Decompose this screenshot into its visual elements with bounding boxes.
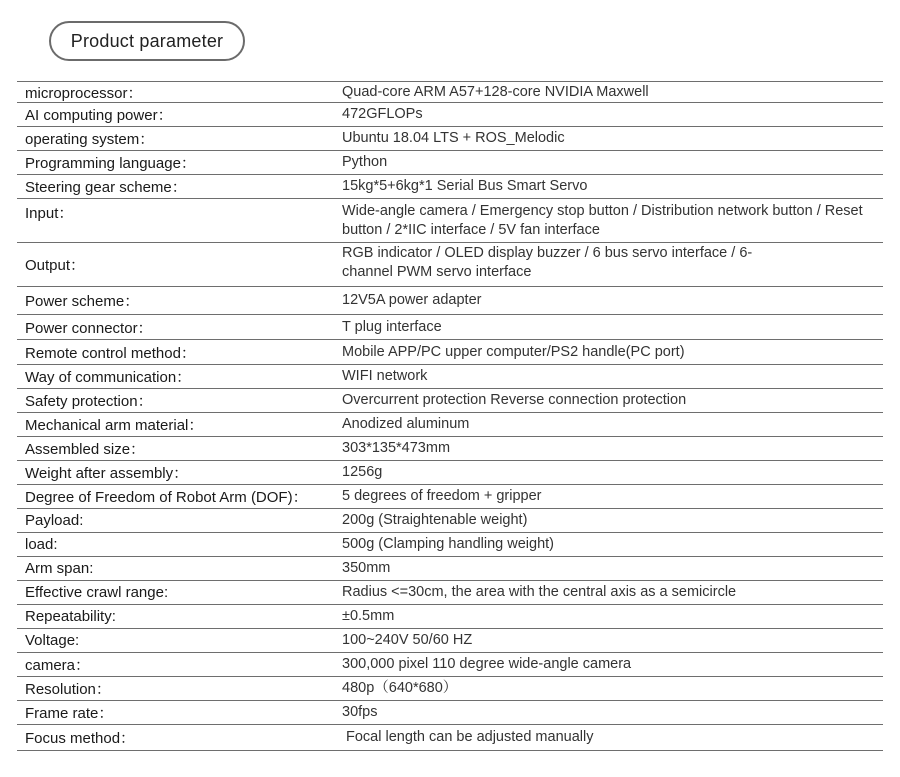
row-value: 12V5A power adapter — [342, 292, 482, 308]
table-row — [17, 461, 883, 485]
table-row — [17, 533, 883, 557]
row-label: Mechanical arm material： — [25, 417, 204, 434]
row-value: Mobile APP/PC upper computer/PS2 handle(PC port) — [342, 343, 685, 360]
table-row — [17, 175, 883, 199]
row-label: Output： — [25, 257, 86, 274]
row-value: RGB indicator / OLED display buzzer / 6 bus servo interface / 6-channel PWM servo interface — [342, 245, 753, 280]
row-value: 1256g — [342, 464, 383, 480]
table-row — [17, 243, 883, 287]
table-row — [17, 485, 883, 509]
table-row — [17, 725, 883, 751]
row-label: Power connector： — [25, 319, 153, 337]
table-row — [17, 677, 883, 701]
row-value: Focal length can be adjusted manually — [346, 729, 594, 745]
row-label: Weight after assembly： — [25, 465, 189, 482]
table-row — [17, 701, 883, 725]
row-label: Remote control method： — [25, 344, 196, 362]
row-value: Quad-core ARM A57+128-core NVIDIA Maxwell — [342, 83, 649, 100]
row-label: Safety protection： — [25, 393, 153, 410]
table-row — [17, 103, 883, 127]
table-row — [17, 389, 883, 413]
row-label: load: — [25, 536, 58, 553]
row-value: T plug interface — [342, 318, 442, 335]
row-label: microprocessor： — [25, 84, 143, 102]
table-row — [17, 315, 883, 340]
table-row — [17, 340, 883, 365]
row-value: Overcurrent protection Reverse connection protection — [342, 392, 687, 408]
table-row — [17, 413, 883, 437]
row-label: Voltage: — [25, 632, 80, 649]
row-label: Frame rate： — [25, 705, 114, 722]
row-value: 500g (Clamping handling weight) — [342, 536, 554, 552]
row-value: Radius <=30cm, the area with the central axis as a semicircle — [342, 584, 737, 600]
row-label: Input： — [25, 205, 74, 222]
row-label: Resolution： — [25, 681, 111, 698]
table-row — [17, 437, 883, 461]
row-label: Steering gear scheme： — [25, 179, 187, 196]
row-label: Payload: — [25, 512, 84, 529]
row-value: ±0.5mm — [342, 608, 395, 624]
row-value: 472GFLOPs — [342, 106, 423, 122]
row-label: Way of communication： — [25, 369, 192, 386]
table-row — [17, 605, 883, 629]
table-row — [17, 581, 883, 605]
table-row — [17, 287, 883, 315]
row-label: Power scheme： — [25, 293, 140, 310]
table-row — [17, 365, 883, 389]
row-label: AI computing power： — [25, 107, 173, 124]
row-label: operating system： — [25, 131, 155, 148]
row-value: 200g (Straightenable weight) — [342, 512, 528, 528]
row-value: 300,000 pixel 110 degree wide-angle camera — [342, 656, 632, 672]
row-value: 30fps — [342, 704, 378, 720]
table-row — [17, 653, 883, 677]
row-label: Assembled size： — [25, 441, 146, 458]
parameter-table — [17, 81, 883, 751]
row-value: 5 degrees of freedom + gripper — [342, 488, 542, 504]
row-value: Anodized aluminum — [342, 416, 470, 432]
table-row — [17, 81, 883, 103]
table-row — [17, 199, 883, 243]
row-value: 100~240V 50/60 HZ — [342, 632, 473, 648]
row-label: Programming language： — [25, 155, 196, 172]
row-label: camera： — [25, 657, 91, 674]
row-value: 303*135*473mm — [342, 440, 451, 456]
row-value: 15kg*5+6kg*1 Serial Bus Smart Servo — [342, 178, 588, 194]
row-label: Repeatability: — [25, 608, 116, 625]
table-row — [17, 629, 883, 653]
row-label: Focus method： — [25, 730, 136, 747]
row-value: 350mm — [342, 560, 391, 576]
row-label: Degree of Freedom of Robot Arm (DOF)： — [25, 489, 308, 506]
row-value: Wide-angle camera / Emergency stop button / Distribution network button / Reset button / 2*IIC interface / 5V fan interface — [342, 202, 863, 238]
table-row — [17, 127, 883, 151]
row-value: WIFI network — [342, 368, 428, 384]
row-value: Python — [342, 154, 388, 170]
table-row — [17, 509, 883, 533]
row-label: Arm span: — [25, 560, 94, 577]
row-label: Effective crawl range: — [25, 584, 169, 601]
row-value: Ubuntu 18.04 LTS + ROS_Melodic — [342, 130, 565, 146]
table-row — [17, 557, 883, 581]
row-value: 480p（640*680） — [342, 680, 458, 696]
page-title: Product parameter — [49, 21, 245, 61]
table-row — [17, 151, 883, 175]
